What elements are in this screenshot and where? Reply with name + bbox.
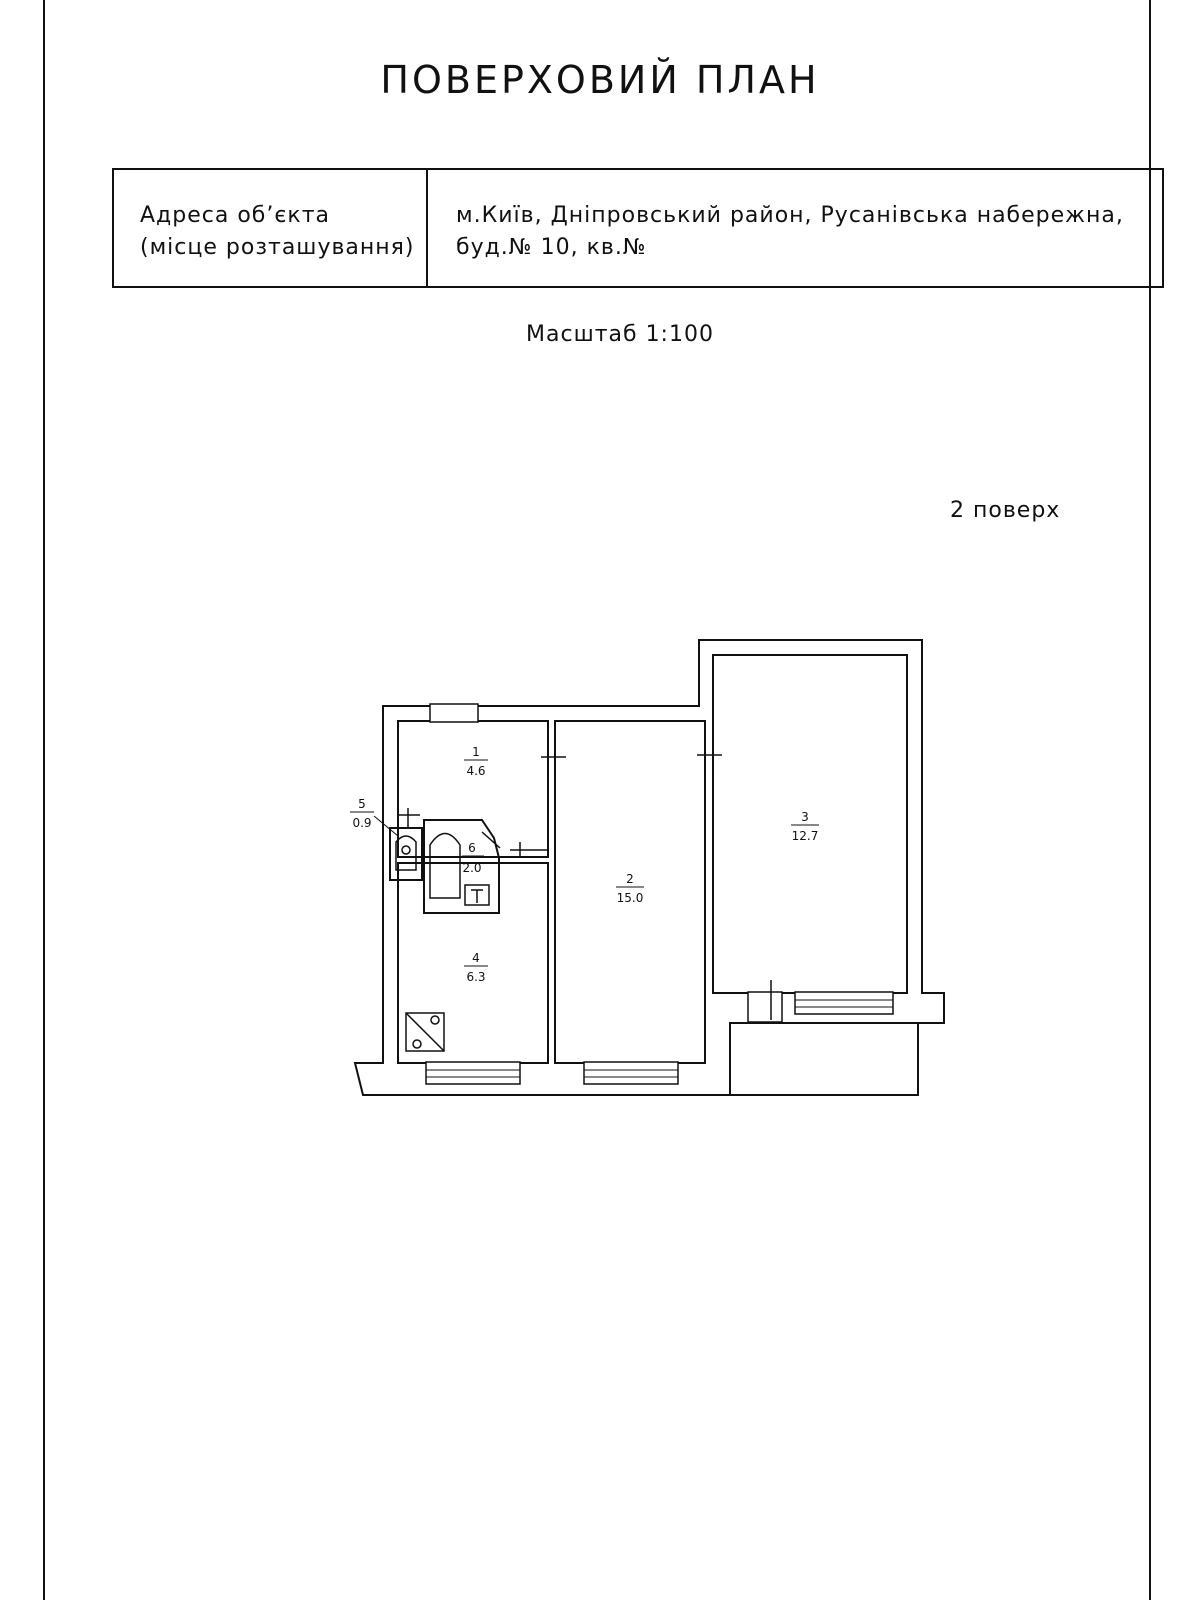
room-6-area: 2.0 (462, 861, 482, 875)
window-room-4 (426, 1062, 520, 1084)
room-1-outline (398, 721, 548, 857)
room-3-area: 12.7 (791, 829, 819, 843)
balcony-outline (730, 1023, 918, 1095)
room-2-area: 15.0 (616, 891, 644, 905)
room-6-number: 6 (468, 841, 476, 855)
floor-text: 2 поверх (950, 498, 1061, 523)
page-title: ПОВЕРХОВИЙ ПЛАН (380, 58, 820, 102)
bathtub-icon (430, 834, 460, 899)
address-value-line1: м.Київ, Дніпровський район, Русанівська набережна, (456, 203, 1124, 228)
room-3-number: 3 (801, 810, 809, 824)
address-label-line1: Адреса об’єкта (140, 203, 331, 228)
room-1-number: 1 (472, 745, 480, 759)
window-room-3 (795, 992, 893, 1014)
address-value-line2: буд.№ 10, кв.№ (456, 235, 647, 260)
room-3-outline (713, 655, 907, 993)
room-4-area: 6.3 (466, 970, 486, 984)
room-5-number: 5 (358, 797, 366, 811)
scale-text: Масштаб 1:100 (526, 322, 714, 347)
room-2-number: 2 (626, 872, 634, 886)
room-5-area: 0.9 (352, 816, 372, 830)
room-1-area: 4.6 (466, 764, 486, 778)
balcony-door (748, 992, 782, 1022)
window-room-2 (584, 1062, 678, 1084)
room-4-number: 4 (472, 951, 480, 965)
address-label-line2: (місце розташування) (140, 235, 415, 260)
window-room-1 (430, 704, 478, 722)
